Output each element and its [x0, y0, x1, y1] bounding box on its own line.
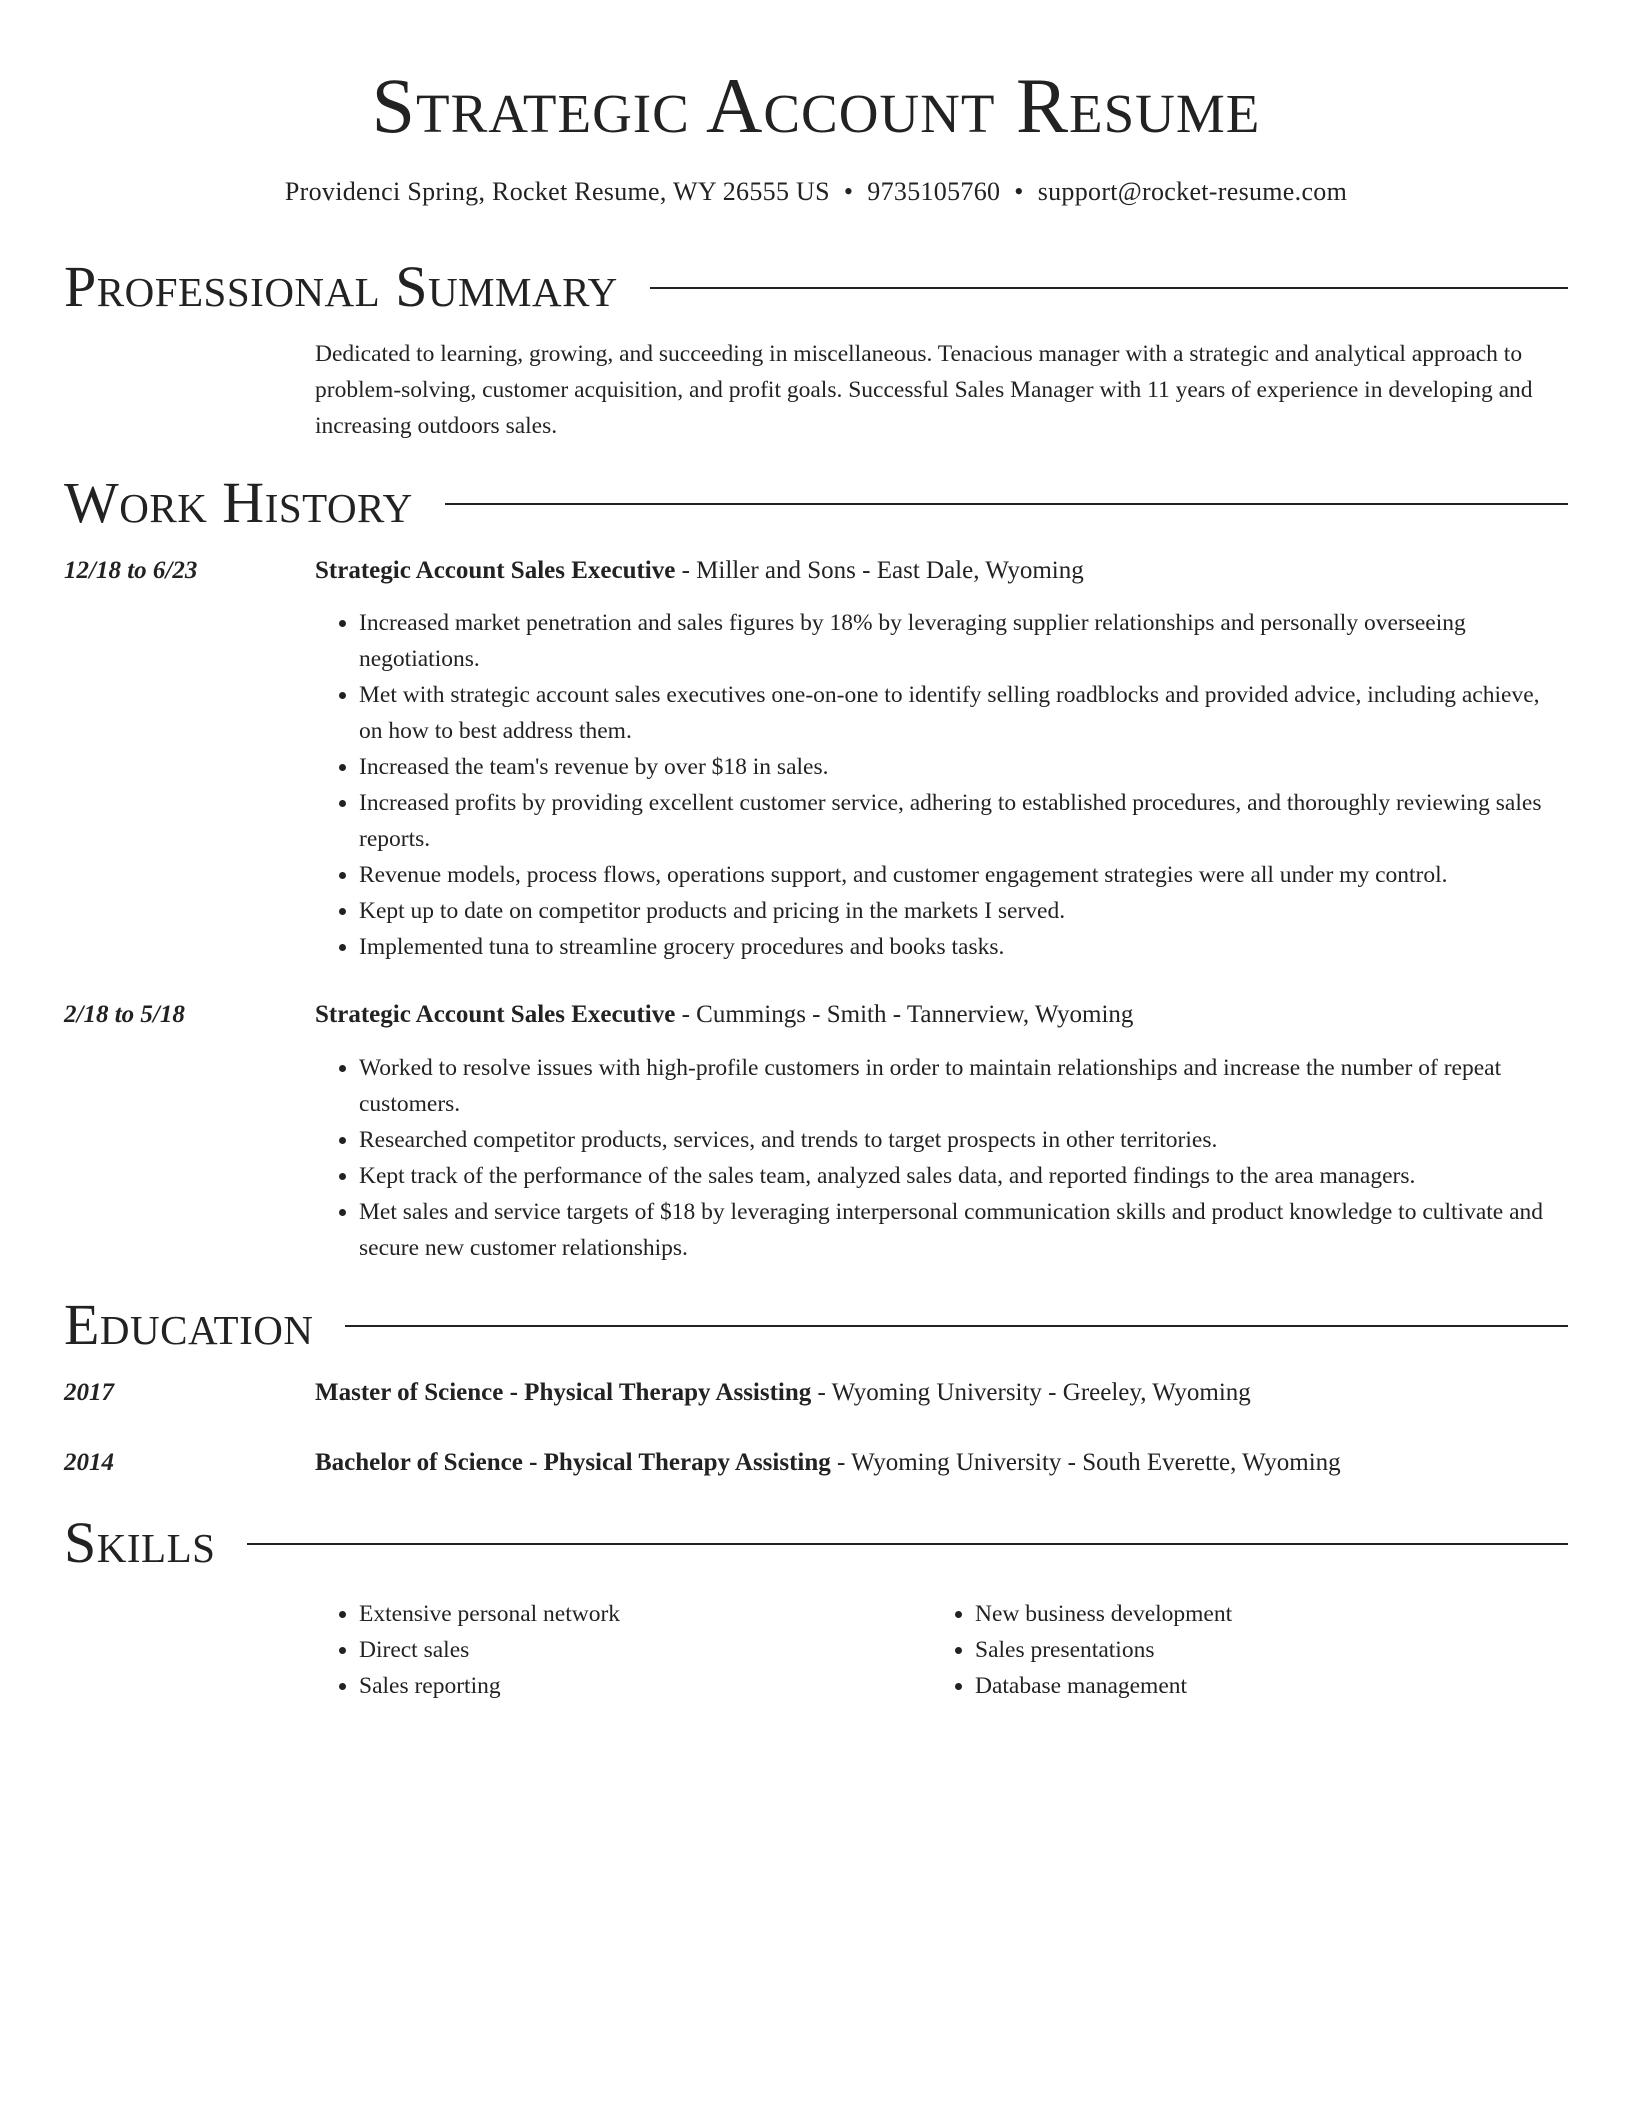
list-item: • Researched competitor products, services, and trends to target prospects in other territories.	[359, 1122, 1568, 1158]
job-bullet-list	[315, 1050, 1568, 1266]
list-item: • Increased profits by providing excellent customer service, adhering to established procedures, and thoroughly reviewing sales reports.	[359, 785, 1568, 857]
job-details: - Miller and Sons - East Dale, Wyoming	[675, 557, 1084, 584]
contact-line	[64, 172, 1568, 212]
education-details: - Wyoming University - South Everette, Wyoming	[830, 1449, 1341, 1476]
list-item: • Direct sales	[359, 1632, 875, 1668]
job-heading	[315, 553, 1568, 589]
job-title: Strategic Account Sales Executive	[315, 557, 676, 584]
education-year: 2017	[64, 1379, 114, 1406]
education-degree: Bachelor of Science - Physical Therapy Assisting	[315, 1449, 831, 1476]
resume-title: Strategic Account Resume	[371, 62, 1261, 149]
section-divider	[650, 287, 1568, 289]
job-heading	[315, 997, 1568, 1033]
education-entry	[315, 1375, 1568, 1411]
contact-email: support@rocket-resume.com	[1037, 177, 1348, 206]
education-year: 2014	[64, 1449, 114, 1476]
skills-section-heading	[64, 1508, 1568, 1578]
contact-separator: •	[843, 177, 854, 206]
section-divider	[445, 503, 1568, 505]
section-divider	[345, 1325, 1568, 1327]
list-item: • New business development	[975, 1596, 1491, 1632]
summary-heading: Professional Summary	[64, 254, 618, 319]
education-details: - Wyoming University - Greeley, Wyoming	[811, 1379, 1251, 1406]
contact-separator: •	[1014, 177, 1024, 206]
job-dates: 12/18 to 6/23	[64, 557, 198, 584]
job-bullet-list	[315, 605, 1568, 965]
list-item: • Database management	[975, 1668, 1491, 1704]
summary-text: Dedicated to learning, growing, and succeeding in miscellaneous. Tenacious manager with a strategic and analytical approach to problem-solving, customer acquisition, and profit goals. Successful Sales Manager with 11 years of experience in developing and increasing outdoors sales.	[315, 341, 1533, 439]
list-item: • Sales presentations	[975, 1632, 1491, 1668]
contact-address: Providenci Spring, Rocket Resume, WY 26555 US	[284, 177, 830, 206]
list-item: • Implemented tuna to streamline grocery procedures and books tasks.	[359, 929, 1568, 965]
education-degree: Master of Science - Physical Therapy Assisting	[315, 1379, 812, 1406]
education-entry	[315, 1445, 1568, 1481]
list-item: • Met with strategic account sales executives one-on-one to identify selling roadblocks and provided advice, including achieve, on how to best address them.	[359, 677, 1568, 749]
job-details: - Cummings - Smith - Tannerview, Wyoming	[675, 1001, 1134, 1028]
education-section-heading	[64, 1290, 1568, 1360]
skills-list-left	[315, 1596, 875, 1704]
list-item: • Increased market penetration and sales figures by 18% by leveraging supplier relationships and personally overseeing negotiations.	[359, 605, 1568, 677]
skills-list-right	[931, 1596, 1491, 1704]
job-dates: 2/18 to 5/18	[64, 1001, 185, 1028]
list-item: • Sales reporting	[359, 1668, 875, 1704]
section-divider	[247, 1543, 1568, 1545]
list-item: • Increased the team's revenue by over $18 in sales.	[359, 749, 1568, 785]
education-heading: Education	[64, 1292, 314, 1357]
skills-heading: Skills	[64, 1510, 216, 1575]
contact-phone: 9735105760	[867, 177, 1001, 206]
summary-section-heading	[64, 252, 1568, 322]
list-item: • Revenue models, process flows, operations support, and customer engagement strategies were all under my control.	[359, 857, 1568, 893]
work-section-heading	[64, 468, 1568, 538]
list-item: • Worked to resolve issues with high-profile customers in order to maintain relationships and increase the number of repeat customers.	[359, 1050, 1568, 1122]
list-item: • Met sales and service targets of $18 by leveraging interpersonal communication skills and product knowledge to cultivate and secure new customer relationships.	[359, 1194, 1568, 1266]
job-title: Strategic Account Sales Executive	[315, 1001, 676, 1028]
list-item: • Extensive personal network	[359, 1596, 875, 1632]
list-item: • Kept track of the performance of the sales team, analyzed sales data, and reported findings to the area managers.	[359, 1158, 1568, 1194]
work-heading: Work History	[64, 470, 413, 535]
list-item: • Kept up to date on competitor products and pricing in the markets I served.	[359, 893, 1568, 929]
